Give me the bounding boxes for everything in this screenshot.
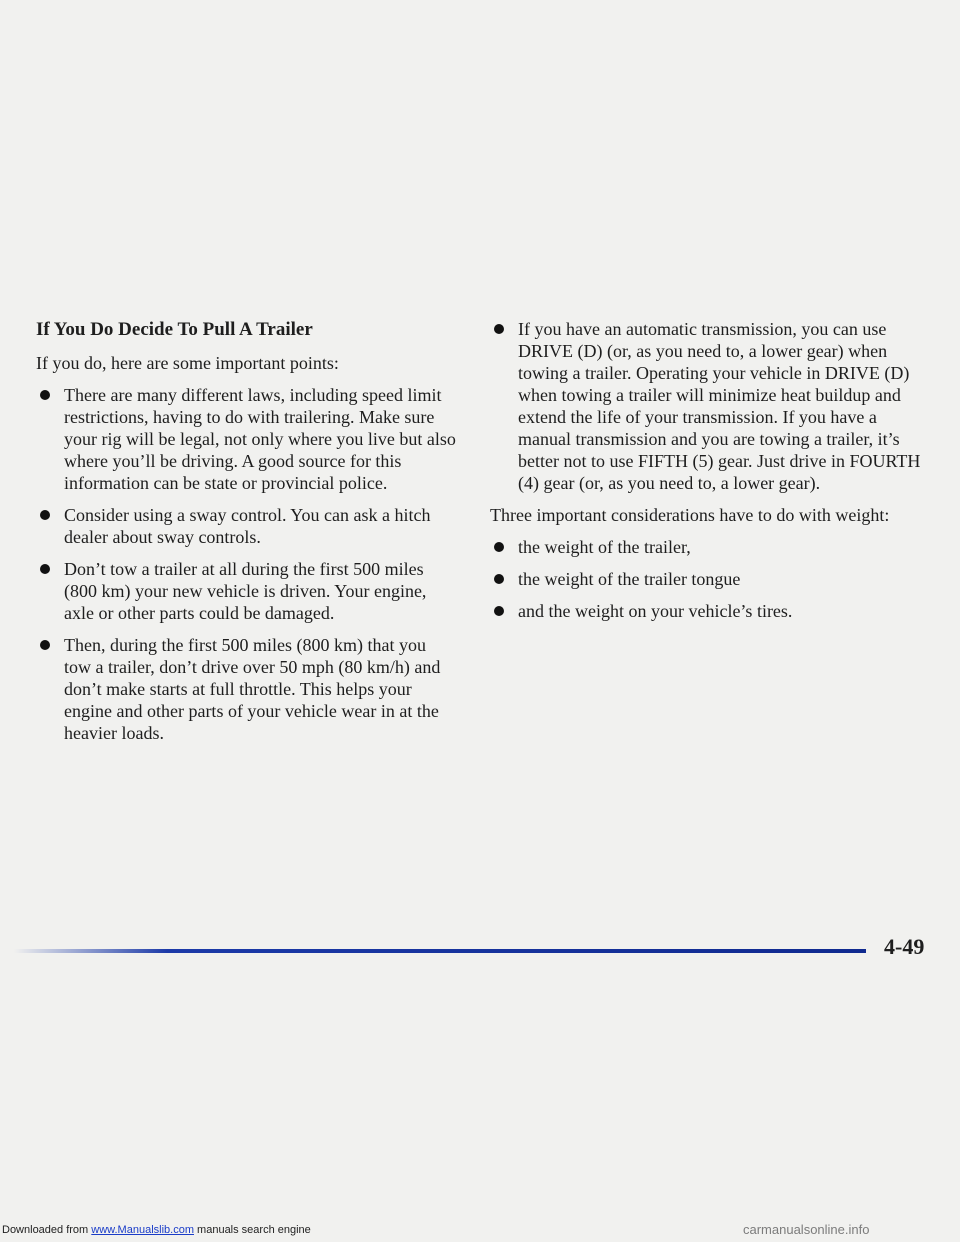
bullet-icon [494, 324, 504, 334]
bullet-icon [494, 542, 504, 552]
bullet-icon [40, 640, 50, 650]
list-item: There are many different laws, including speed limit restrictions, having to do with trailering. Make sure your rig will be legal, not only where you live but also where you’ll be driving. A good source for this information can be state or provincial police. [36, 384, 456, 494]
page-divider-rule [14, 949, 866, 953]
section-heading: If You Do Decide To Pull A Trailer [36, 319, 313, 340]
list-item: the weight of the trailer tongue [490, 568, 930, 590]
bullet-icon [40, 564, 50, 574]
bullet-icon [40, 390, 50, 400]
transmission-list [490, 318, 930, 494]
download-prefix: Downloaded from [2, 1224, 89, 1236]
bullet-icon [494, 606, 504, 616]
weight-intro-text: Three important considerations have to do with weight: [490, 505, 890, 525]
list-item: Don’t tow a trailer at all during the first 500 miles (800 km) your new vehicle is driven. Your engine, axle or other parts could be damaged. [36, 558, 456, 624]
watermark-text: carmanualsonline.info [743, 1222, 870, 1237]
left-column [36, 318, 456, 754]
download-footer [2, 1224, 311, 1236]
important-points-list [36, 384, 456, 744]
manualslib-link[interactable]: www.Manualslib.com [91, 1224, 194, 1236]
right-column [490, 318, 930, 632]
list-item: Consider using a sway control. You can ask a hitch dealer about sway controls. [36, 504, 456, 548]
list-item: the weight of the trailer, [490, 536, 930, 558]
list-item: If you have an automatic transmission, you can use DRIVE (D) (or, as you need to, a lower gear) when towing a trailer. Operating your vehicle in DRIVE (D) when towing a trailer will minimize heat buildup and extend the life of your transmission. If you have a manual transmission and you are towing a trailer, it’s better not to use FIFTH (5) gear. Just drive in FOURTH (4) gear (or, as you need to, a lower gear). [490, 318, 930, 494]
page-number: 4-49 [884, 934, 925, 959]
weight-list [490, 536, 930, 622]
list-item: Then, during the first 500 miles (800 km) that you tow a trailer, don’t drive over 50 mph (80 km/h) and don’t make starts at full throttle. This helps your engine and other parts of your vehicle wear in at the heavier loads. [36, 634, 456, 744]
bullet-icon [40, 510, 50, 520]
bullet-icon [494, 574, 504, 584]
list-item: and the weight on your vehicle’s tires. [490, 600, 930, 622]
intro-text: If you do, here are some important points: [36, 353, 339, 373]
download-tagline: manuals search engine [197, 1224, 311, 1236]
